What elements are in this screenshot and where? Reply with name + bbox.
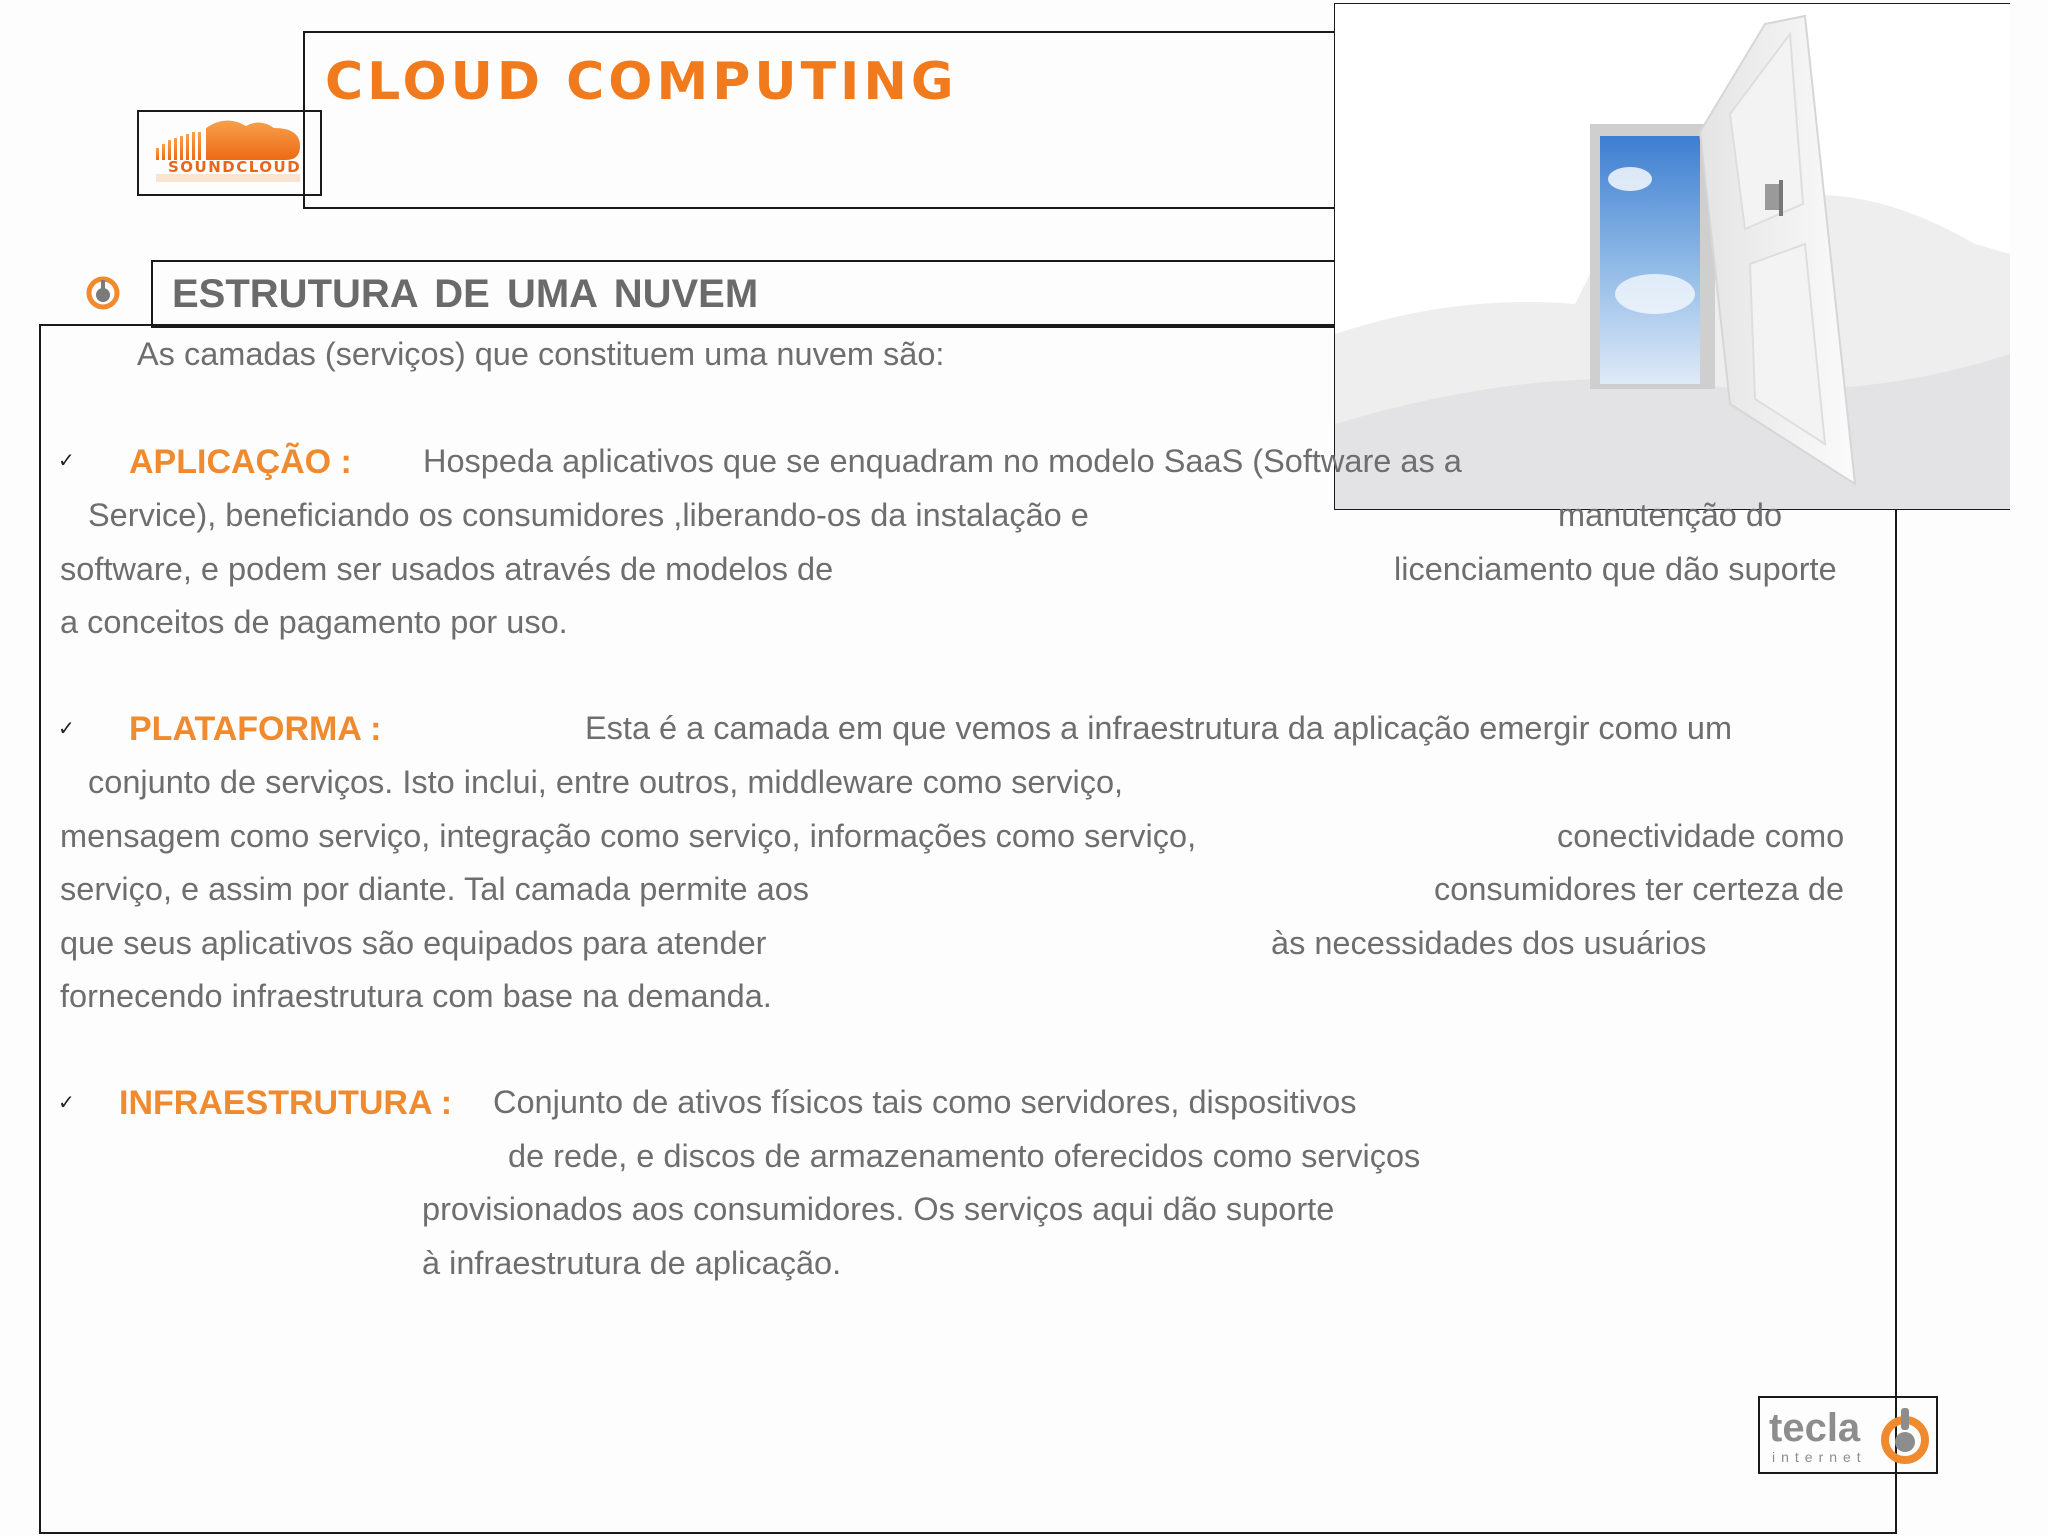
check-icon: ✓ (58, 718, 75, 740)
plataforma-line: conectividade como (1557, 818, 1845, 854)
tecla-logo-subtext: internet (1772, 1449, 1867, 1465)
plataforma-line: Esta é a camada em que vemos a infraestrutura da aplicação emergir como um (585, 710, 1733, 746)
plataforma-label: PLATAFORMA : (129, 710, 382, 748)
check-icon: ✓ (58, 450, 75, 472)
intro-text: As camadas (serviços) que constituem uma nuvem são: (137, 336, 945, 372)
infraestrutura-line: de rede, e discos de armazenamento oferecidos como serviços (508, 1138, 1421, 1174)
aplicacao-line: manutenção do (1558, 497, 1783, 533)
plataforma-line: que seus aplicativos são equipados para atender (60, 925, 767, 961)
infraestrutura-line: provisionados aos consumidores. Os serviços aqui dão suporte (422, 1191, 1335, 1227)
plataforma-line: serviço, e assim por diante. Tal camada permite aos (60, 871, 810, 907)
tecla-power-icon (1877, 1404, 1933, 1466)
section-title: ESTRUTURA DE UMA NUVEM (172, 272, 759, 316)
open-door-image (1335, 4, 2010, 509)
plataforma-line: mensagem como serviço, integração como serviço, informações como serviço, (60, 818, 1197, 854)
tecla-logo-text: tecla (1769, 1406, 1861, 1450)
plataforma-line: fornecendo infraestrutura com base na demanda. (60, 978, 772, 1014)
page-title: CLOUD COMPUTING (325, 52, 958, 112)
aplicacao-line: software, e podem ser usados através de modelos de (60, 551, 834, 587)
plataforma-line: conjunto de serviços. Isto inclui, entre outros, middleware como serviço, (88, 764, 1124, 800)
aplicacao-line: Service), beneficiando os consumidores ,liberando-os da instalação e (88, 497, 1089, 533)
soundcloud-logo (140, 112, 318, 190)
infraestrutura-line: à infraestrutura de aplicação. (422, 1245, 842, 1281)
infraestrutura-line: Conjunto de ativos físicos tais como servidores, dispositivos (493, 1084, 1357, 1120)
aplicacao-line: a conceitos de pagamento por uso. (60, 604, 568, 640)
check-icon: ✓ (58, 1092, 75, 1114)
plataforma-line: consumidores ter certeza de (1434, 871, 1845, 907)
aplicacao-line: Hospeda aplicativos que se enquadram no modelo SaaS (Software as a (423, 443, 1462, 479)
plataforma-line: às necessidades dos usuários (1271, 925, 1707, 961)
aplicacao-label: APLICAÇÃO : (129, 443, 352, 481)
infraestrutura-label: INFRAESTRUTURA : (119, 1084, 453, 1122)
aplicacao-line: licenciamento que dão suporte (1394, 551, 1837, 587)
power-bullet-icon (86, 276, 120, 310)
soundcloud-logo-text: SOUNDCLOUD (168, 158, 302, 176)
